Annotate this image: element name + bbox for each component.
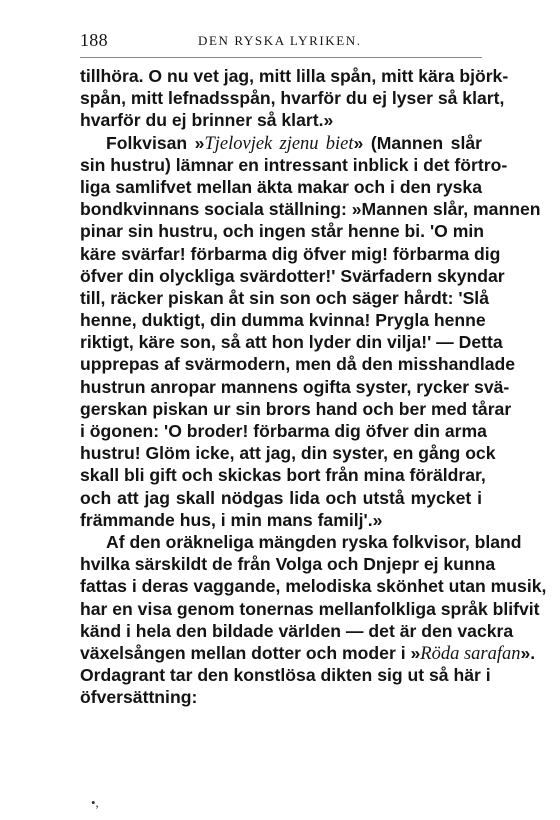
text-line: fattas i deras vaggande, melodiska skönhet utan musik, (80, 576, 547, 597)
header-rule (80, 57, 482, 58)
text-segment: Folkvisan » (106, 132, 205, 153)
text-line: Ordagrant tar den konstlösa dikten sig ut så här i (80, 665, 491, 686)
running-head: DEN RYSKA LYRIKEN. (198, 33, 362, 48)
text-line: har en visa genom tonernas mellanfolkliga språk blifvit (80, 598, 540, 619)
text-line: främmande hus, i min mans familj'.» (80, 509, 383, 530)
song-title: Tjelovjek zjenu biet (204, 133, 354, 154)
text-line-with-title (80, 642, 536, 664)
text-line: bondkvinnans sociala ställning: »Mannen slår, mannen (80, 199, 541, 220)
text-line: och att jag skall nödgas lida och utstå mycket i (80, 487, 482, 508)
text-line-with-title (80, 132, 482, 154)
text-line: gerskan piskan ur sin brors hand och ber med tårar (80, 398, 512, 419)
text-line: hvarför du ej brinner så klart.» (80, 110, 334, 131)
text-segment: » (Mannen slår (353, 132, 482, 153)
page-header (80, 30, 482, 50)
text-line: skall bli gift och skickas bort från mina föräldrar, (80, 465, 486, 486)
text-line: upprepas af svärmodern, men då den misshandlade (80, 354, 516, 375)
text-line: pinar sin hustru, och ingen står henne bi. 'O min (80, 221, 484, 242)
text-line: till, räcker piskan åt sin son och säger hårdt: 'Slå (80, 287, 489, 308)
text-line: öfver din olyckliga svärdotter!' Svärfadern skyndar (80, 265, 505, 286)
text-line: sin hustru) lämnar en intressant inblick i det förtro- (80, 154, 508, 175)
text-segment: ». (520, 642, 536, 663)
text-segment: växelsången mellan dotter och moder i » (80, 642, 421, 663)
text-line: i ögonen: 'O broder! förbarma dig öfver din arma (80, 421, 487, 441)
text-line: hustrun anropar mannens ogifta syster, rycker svä- (80, 376, 510, 397)
footer-mark: •, (91, 795, 99, 810)
text-line: henne, duktigt, din dumma kvinna! Prygla henne (80, 310, 486, 331)
text-line: tillhöra. O nu vet jag, mitt lilla spån, mitt kära björk- (80, 66, 509, 86)
page-number: 188 (80, 30, 108, 50)
text-line: riktigt, käre son, så att hon lyder din vilja!' — Detta (80, 332, 503, 353)
text-line: käre svärfar! förbarma dig öfver mig! förbarma dig (80, 243, 501, 264)
text-line: känd i hela den bildade världen — det är den vackra (80, 620, 514, 641)
text-line: hvilka särskildt de från Volga och Dnjepr ej kunna (80, 554, 496, 575)
text-line: liga samlifvet mellan äkta makar och i den ryska (80, 176, 482, 197)
text-line: hustru! Glöm icke, att jag, din syster, en gång ock (80, 443, 496, 464)
text-line: öfversättning: (80, 687, 198, 708)
text-line: Af den oräkneliga mängden ryska folkvisor, bland (106, 531, 522, 552)
song-title: Röda sarafan (420, 643, 521, 664)
text-line: spån, mitt lefnadsspån, hvarför du ej lyser så klart, (80, 88, 505, 109)
body-text (80, 65, 547, 708)
